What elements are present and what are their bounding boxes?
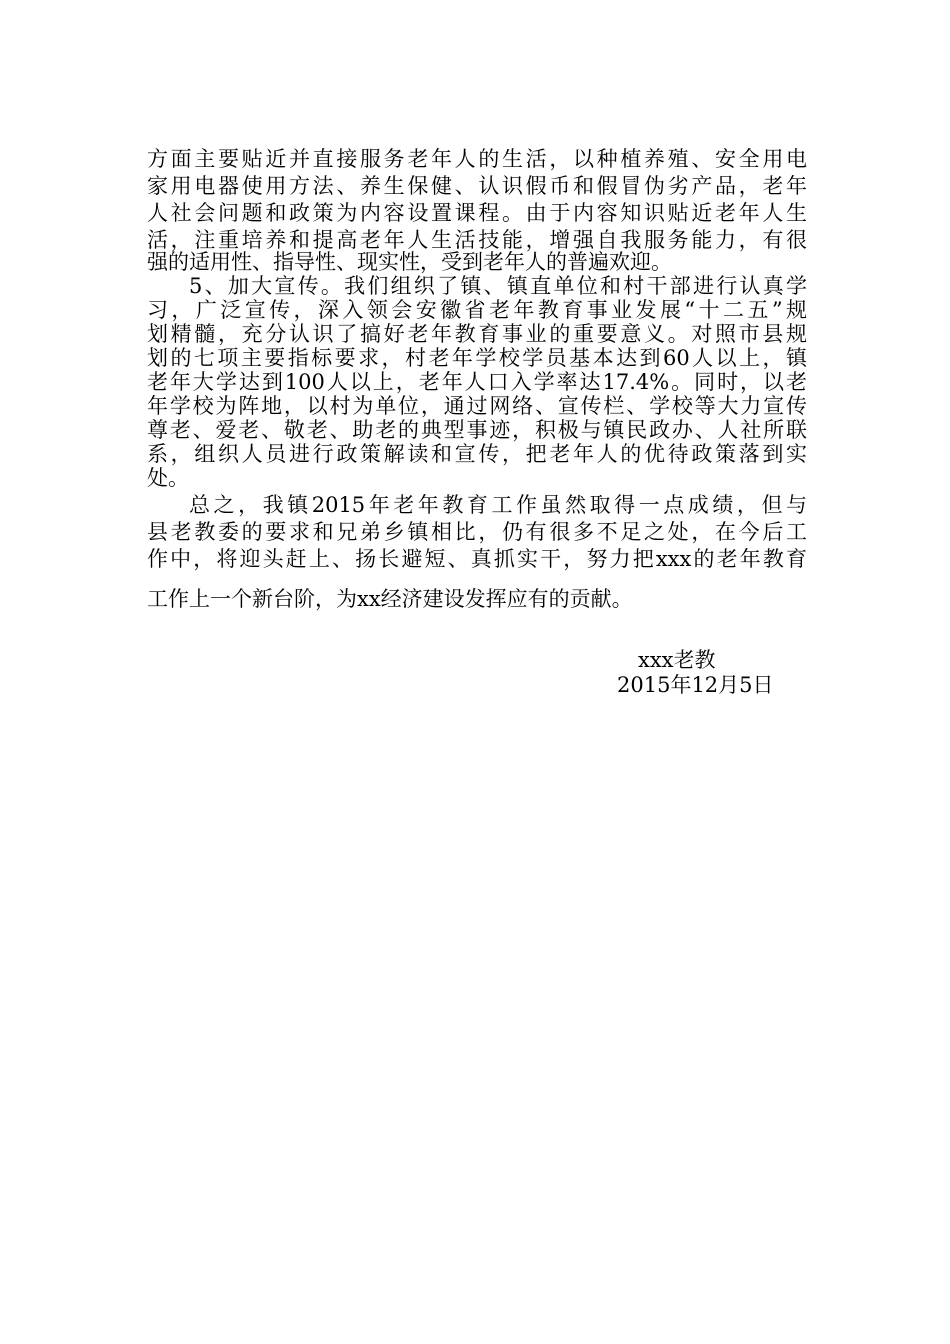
paragraph-line: 家用电器使用方法、养生保健、认识假币和假冒伪劣产品，老年 — [147, 174, 807, 198]
paragraph-line: 系，组织人员进行政策解读和宣传，把老年人的优待政策落到实 — [147, 442, 807, 466]
paragraph-line: 人社会问题和政策为内容设置课程。由于内容知识贴近老年人生 — [147, 201, 807, 225]
paragraph-line: 习，广泛宣传，深入领会安徽省老年教育事业发展“十二五”规 — [147, 298, 807, 322]
paragraph-line: 工作上一个新台阶，为xx经济建设发挥应有的贡献。 — [147, 587, 633, 611]
paragraph-line: 处。 — [147, 466, 189, 490]
paragraph-line: 县老教委的要求和兄弟乡镇相比，仍有很多不足之处，在今后工 — [147, 520, 807, 544]
paragraph-line: 老年大学达到100人以上，老年人口入学率达17.4%。同时，以老 — [147, 370, 807, 394]
signature-date: 2015年12月5日 — [617, 673, 774, 697]
paragraph-line: 方面主要贴近并直接服务老年人的生活，以种植养殖、安全用电 — [147, 147, 807, 171]
paragraph-line: 作中，将迎头赶上、扬长避短、真抓实干，努力把xxx的老年教育 — [147, 547, 807, 571]
paragraph-line: 划的七项主要指标要求，村老年学校学员基本达到60人以上，镇 — [147, 346, 807, 370]
paragraph-line: 尊老、爱老、敬老、助老的典型事迹，积极与镇民政办、人社所联 — [147, 418, 807, 442]
paragraph-line: 总之，我镇2015年老年教育工作虽然取得一点成绩，但与 — [189, 493, 807, 517]
paragraph-line: 年学校为阵地，以村为单位，通过网络、宣传栏、学校等大力宣传 — [147, 394, 807, 418]
signature-org: xxx老教 — [638, 648, 716, 672]
paragraph-line: 活，注重培养和提高老年人生活技能，增强自我服务能力，有很 — [147, 228, 807, 252]
paragraph-line: 划精髓，充分认识了搞好老年教育事业的重要意义。对照市县规 — [147, 322, 807, 346]
paragraph-line: 5、加大宣传。我们组织了镇、镇直单位和村干部进行认真学 — [189, 274, 807, 298]
paragraph-line: 强的适用性、指导性、现实性，受到老年人的普遍欢迎。 — [147, 250, 672, 274]
